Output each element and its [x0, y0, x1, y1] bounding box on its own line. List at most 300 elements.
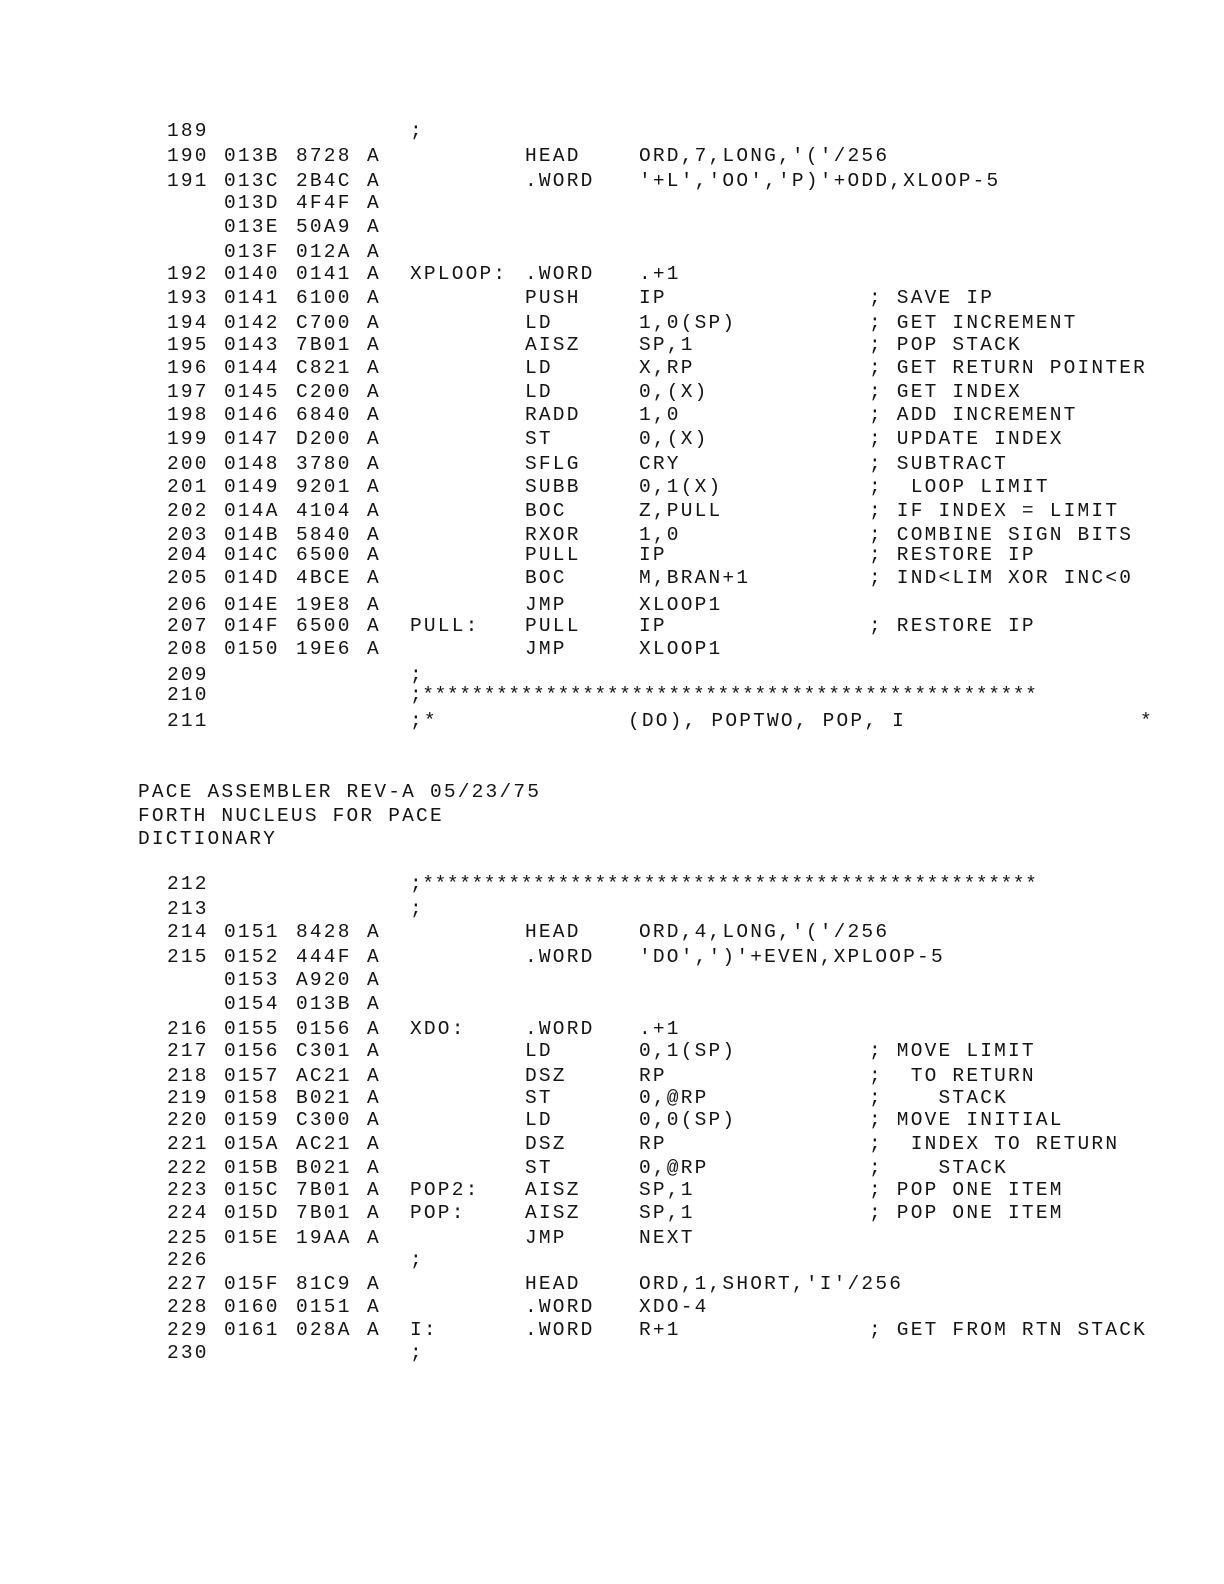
- line-number: 216: [167, 1018, 209, 1040]
- comment: ; POP ONE ITEM: [869, 1202, 1064, 1224]
- object-code: 9201: [296, 476, 352, 498]
- object-code: 81C9: [296, 1273, 352, 1295]
- listing-line: [0, 192, 1224, 214]
- relocation-flag: A: [367, 993, 381, 1015]
- address: 0147: [224, 428, 280, 450]
- address: 014F: [224, 615, 280, 637]
- relocation-flag: A: [367, 1273, 381, 1295]
- line-number: 196: [167, 357, 209, 379]
- operand: RP: [639, 1133, 667, 1155]
- opcode: .WORD: [525, 1319, 595, 1341]
- line-number: 229: [167, 1319, 209, 1341]
- relocation-flag: A: [367, 428, 381, 450]
- address: 0157: [224, 1065, 280, 1087]
- opcode: PULL: [525, 615, 581, 637]
- header-line-3: [0, 828, 1224, 850]
- opcode: JMP: [525, 594, 567, 616]
- object-code: 6500: [296, 615, 352, 637]
- label: I:: [410, 1319, 438, 1341]
- comment: ; GET FROM RTN STACK: [869, 1319, 1148, 1341]
- operand: 'DO',')'+EVEN,XPLOOP-5: [639, 946, 945, 968]
- address: 015F: [224, 1273, 280, 1295]
- address: 013F: [224, 241, 280, 263]
- address: 0145: [224, 381, 280, 403]
- address: 014A: [224, 500, 280, 522]
- listing-line: [0, 1157, 1224, 1179]
- opcode: ST: [525, 1087, 553, 1109]
- comment: ; INDEX TO RETURN: [869, 1133, 1120, 1155]
- comment: ; GET RETURN POINTER: [869, 357, 1148, 379]
- object-code: B021: [296, 1157, 352, 1179]
- line-number: 227: [167, 1273, 209, 1295]
- label: POP:: [410, 1202, 466, 1224]
- listing-line: [0, 898, 1224, 920]
- operand: 1,0(SP): [639, 312, 737, 334]
- comment: ; GET INCREMENT: [869, 312, 1078, 334]
- relocation-flag: A: [367, 1018, 381, 1040]
- operand: SP,1: [639, 1202, 695, 1224]
- line-number: 226: [167, 1249, 209, 1271]
- listing-line: [0, 312, 1224, 334]
- address: 015B: [224, 1157, 280, 1179]
- line-number: 215: [167, 946, 209, 968]
- address: 013C: [224, 170, 280, 192]
- star-divider: ;**************************************************: [410, 873, 1038, 895]
- listing-line: [0, 241, 1224, 263]
- object-code: A920: [296, 969, 352, 991]
- operand: IP: [639, 287, 667, 309]
- opcode: AISZ: [525, 1202, 581, 1224]
- relocation-flag: A: [367, 1157, 381, 1179]
- address: 0140: [224, 263, 280, 285]
- listing-line: [0, 120, 1224, 142]
- opcode: DSZ: [525, 1065, 567, 1087]
- operand: 0,(X): [639, 381, 709, 403]
- opcode: RXOR: [525, 524, 581, 546]
- label: XDO:: [410, 1018, 466, 1040]
- object-code: 0141: [296, 263, 352, 285]
- comment: ; UPDATE INDEX: [869, 428, 1064, 450]
- address: 014D: [224, 567, 280, 589]
- relocation-flag: A: [367, 969, 381, 991]
- operand: XDO-4: [639, 1296, 709, 1318]
- listing-line: [0, 594, 1224, 616]
- relocation-flag: A: [367, 1040, 381, 1062]
- comment: ; SUBTRACT: [869, 453, 1009, 475]
- comment: ; STACK: [869, 1157, 1009, 1179]
- line-number: 198: [167, 404, 209, 426]
- relocation-flag: A: [367, 145, 381, 167]
- object-code: 6840: [296, 404, 352, 426]
- object-code: 8428: [296, 921, 352, 943]
- line-number: 213: [167, 898, 209, 920]
- opcode: .WORD: [525, 170, 595, 192]
- program-title: FORTH NUCLEUS FOR PACE: [138, 805, 444, 827]
- opcode: HEAD: [525, 145, 581, 167]
- comment-start: ;*: [410, 710, 438, 732]
- line-number: 230: [167, 1342, 209, 1364]
- operand: IP: [639, 544, 667, 566]
- object-code: 444F: [296, 946, 352, 968]
- line-number: 201: [167, 476, 209, 498]
- relocation-flag: A: [367, 263, 381, 285]
- operand: ORD,4,LONG,'('/256: [639, 921, 890, 943]
- listing-line: [0, 357, 1224, 379]
- address: 013E: [224, 216, 280, 238]
- relocation-flag: A: [367, 1227, 381, 1249]
- listing-line: [0, 524, 1224, 546]
- line-number: 204: [167, 544, 209, 566]
- listing-line: [0, 145, 1224, 167]
- relocation-flag: A: [367, 946, 381, 968]
- line-number: 228: [167, 1296, 209, 1318]
- relocation-flag: A: [367, 1087, 381, 1109]
- opcode: .WORD: [525, 1018, 595, 1040]
- comment: ; IND<LIM XOR INC<0: [869, 567, 1134, 589]
- address: 013B: [224, 145, 280, 167]
- operand: ORD,1,SHORT,'I'/256: [639, 1273, 904, 1295]
- line-number: 203: [167, 524, 209, 546]
- operand: Z,PULL: [639, 500, 723, 522]
- header-line-2: [0, 805, 1224, 827]
- operand: '+L','OO','P)'+ODD,XLOOP-5: [639, 170, 1001, 192]
- object-code: AC21: [296, 1065, 352, 1087]
- address: 0159: [224, 1109, 280, 1131]
- relocation-flag: A: [367, 216, 381, 238]
- comment: ; POP ONE ITEM: [869, 1179, 1064, 1201]
- line-number: 189: [167, 120, 209, 142]
- listing-line: [0, 1202, 1224, 1224]
- object-code: C301: [296, 1040, 352, 1062]
- listing-line: [0, 1109, 1224, 1131]
- relocation-flag: A: [367, 404, 381, 426]
- address: 015A: [224, 1133, 280, 1155]
- star-divider-line: [0, 684, 1224, 706]
- comment: ; COMBINE SIGN BITS: [869, 524, 1134, 546]
- line-number: 190: [167, 145, 209, 167]
- comment-end: *: [1140, 710, 1154, 732]
- relocation-flag: A: [367, 1133, 381, 1155]
- listing-line: [0, 1342, 1224, 1364]
- operand: 1,0: [639, 404, 681, 426]
- listing-line: [0, 1227, 1224, 1249]
- operand: SP,1: [639, 334, 695, 356]
- object-code: 0156: [296, 1018, 352, 1040]
- object-code: B021: [296, 1087, 352, 1109]
- listing-line: [0, 1018, 1224, 1040]
- operand: R+1: [639, 1319, 681, 1341]
- listing-line: [0, 544, 1224, 566]
- relocation-flag: A: [367, 334, 381, 356]
- opcode: BOC: [525, 500, 567, 522]
- address: 0151: [224, 921, 280, 943]
- relocation-flag: A: [367, 500, 381, 522]
- label: ;: [410, 1249, 424, 1271]
- address: 0149: [224, 476, 280, 498]
- relocation-flag: A: [367, 1065, 381, 1087]
- object-code: C300: [296, 1109, 352, 1131]
- object-code: 4F4F: [296, 192, 352, 214]
- listing-line: [0, 1296, 1224, 1318]
- listing-line: [0, 921, 1224, 943]
- listing-line: [0, 404, 1224, 426]
- opcode: LD: [525, 1040, 553, 1062]
- opcode: .WORD: [525, 1296, 595, 1318]
- address: 0150: [224, 638, 280, 660]
- comment: ; MOVE INITIAL: [869, 1109, 1064, 1131]
- operand: X,RP: [639, 357, 695, 379]
- opcode: AISZ: [525, 1179, 581, 1201]
- opcode: DSZ: [525, 1133, 567, 1155]
- object-code: 19E6: [296, 638, 352, 660]
- line-number: 202: [167, 500, 209, 522]
- opcode: SUBB: [525, 476, 581, 498]
- opcode: LD: [525, 312, 553, 334]
- line-number: 191: [167, 170, 209, 192]
- address: 014B: [224, 524, 280, 546]
- section-name: DICTIONARY: [138, 828, 278, 850]
- relocation-flag: A: [367, 192, 381, 214]
- operand: CRY: [639, 453, 681, 475]
- address: 014C: [224, 544, 280, 566]
- line-number: 206: [167, 594, 209, 616]
- listing-line: [0, 1249, 1224, 1271]
- relocation-flag: A: [367, 287, 381, 309]
- line-number: 218: [167, 1065, 209, 1087]
- object-code: 7B01: [296, 1202, 352, 1224]
- line-number: 214: [167, 921, 209, 943]
- line-number: 205: [167, 567, 209, 589]
- comment: ; IF INDEX = LIMIT: [869, 500, 1120, 522]
- listing-line: [0, 287, 1224, 309]
- object-code: 5840: [296, 524, 352, 546]
- opcode: RADD: [525, 404, 581, 426]
- relocation-flag: A: [367, 615, 381, 637]
- listing-line: [0, 1273, 1224, 1295]
- listing-line: [0, 993, 1224, 1015]
- listing-line: [0, 1040, 1224, 1062]
- line-number: 220: [167, 1109, 209, 1131]
- listing-line: [0, 428, 1224, 450]
- line-number: 211: [167, 710, 209, 732]
- comment: ; POP STACK: [869, 334, 1022, 356]
- line-number: 199: [167, 428, 209, 450]
- address: 0153: [224, 969, 280, 991]
- object-code: 19AA: [296, 1227, 352, 1249]
- relocation-flag: A: [367, 357, 381, 379]
- relocation-flag: A: [367, 921, 381, 943]
- label: POP2:: [410, 1179, 480, 1201]
- relocation-flag: A: [367, 1319, 381, 1341]
- comment: ; ADD INCREMENT: [869, 404, 1078, 426]
- operand: .+1: [639, 263, 681, 285]
- object-code: C700: [296, 312, 352, 334]
- listing-line: [0, 216, 1224, 238]
- object-code: 7B01: [296, 1179, 352, 1201]
- address: 015E: [224, 1227, 280, 1249]
- line-number: 207: [167, 615, 209, 637]
- object-code: AC21: [296, 1133, 352, 1155]
- address: 0161: [224, 1319, 280, 1341]
- line-number: 200: [167, 453, 209, 475]
- listing-line: [0, 1179, 1224, 1201]
- opcode: JMP: [525, 638, 567, 660]
- relocation-flag: A: [367, 524, 381, 546]
- line-number: 219: [167, 1087, 209, 1109]
- relocation-flag: A: [367, 544, 381, 566]
- address: 015D: [224, 1202, 280, 1224]
- operand: XLOOP1: [639, 638, 723, 660]
- opcode: PUSH: [525, 287, 581, 309]
- line-number: 208: [167, 638, 209, 660]
- star-divider: ;**************************************************: [410, 684, 1038, 706]
- operand: M,BRAN+1: [639, 567, 751, 589]
- relocation-flag: A: [367, 594, 381, 616]
- line-number: 217: [167, 1040, 209, 1062]
- label: ;: [410, 664, 424, 686]
- object-code: 6500: [296, 544, 352, 566]
- object-code: 2B4C: [296, 170, 352, 192]
- section-title-line: [0, 710, 1224, 732]
- operand: SP,1: [639, 1179, 695, 1201]
- address: 0148: [224, 453, 280, 475]
- object-code: C821: [296, 357, 352, 379]
- star-divider-line: [0, 873, 1224, 895]
- line-number: 210: [167, 684, 209, 706]
- line-number: 225: [167, 1227, 209, 1249]
- label: ;: [410, 898, 424, 920]
- object-code: 50A9: [296, 216, 352, 238]
- object-code: 19E8: [296, 594, 352, 616]
- relocation-flag: A: [367, 241, 381, 263]
- relocation-flag: A: [367, 170, 381, 192]
- listing-line: [0, 263, 1224, 285]
- line-number: 193: [167, 287, 209, 309]
- object-code: 7B01: [296, 334, 352, 356]
- operand: XLOOP1: [639, 594, 723, 616]
- listing-line: [0, 1319, 1224, 1341]
- opcode: JMP: [525, 1227, 567, 1249]
- opcode: PULL: [525, 544, 581, 566]
- address: 0144: [224, 357, 280, 379]
- listing-line: [0, 567, 1224, 589]
- address: 0152: [224, 946, 280, 968]
- operand: 0,0(SP): [639, 1109, 737, 1131]
- line-number: 223: [167, 1179, 209, 1201]
- address: 014E: [224, 594, 280, 616]
- label: XPLOOP:: [410, 263, 508, 285]
- listing-line: [0, 638, 1224, 660]
- object-code: 8728: [296, 145, 352, 167]
- object-code: C200: [296, 381, 352, 403]
- address: 0160: [224, 1296, 280, 1318]
- relocation-flag: A: [367, 638, 381, 660]
- line-number: 212: [167, 873, 209, 895]
- line-number: 192: [167, 263, 209, 285]
- object-code: 013B: [296, 993, 352, 1015]
- relocation-flag: A: [367, 312, 381, 334]
- address: 0155: [224, 1018, 280, 1040]
- object-code: 4104: [296, 500, 352, 522]
- section-title: (DO), POPTWO, POP, I: [628, 710, 907, 732]
- operand: ORD,7,LONG,'('/256: [639, 145, 890, 167]
- listing-line: [0, 969, 1224, 991]
- line-number: 224: [167, 1202, 209, 1224]
- relocation-flag: A: [367, 1202, 381, 1224]
- listing-line: [0, 453, 1224, 475]
- listing-line: [0, 1065, 1224, 1087]
- label: PULL:: [410, 615, 480, 637]
- comment: ; STACK: [869, 1087, 1009, 1109]
- address: 0158: [224, 1087, 280, 1109]
- relocation-flag: A: [367, 453, 381, 475]
- opcode: AISZ: [525, 334, 581, 356]
- operand: 1,0: [639, 524, 681, 546]
- operand: RP: [639, 1065, 667, 1087]
- label: ;: [410, 1342, 424, 1364]
- opcode: BOC: [525, 567, 567, 589]
- object-code: 3780: [296, 453, 352, 475]
- relocation-flag: A: [367, 476, 381, 498]
- comment: ; LOOP LIMIT: [869, 476, 1050, 498]
- comment: ; MOVE LIMIT: [869, 1040, 1036, 1062]
- listing-line: [0, 1133, 1224, 1155]
- object-code: 012A: [296, 241, 352, 263]
- label: ;: [410, 120, 424, 142]
- operand: 0,1(X): [639, 476, 723, 498]
- opcode: .WORD: [525, 946, 595, 968]
- listing-line: [0, 381, 1224, 403]
- comment: ; GET INDEX: [869, 381, 1022, 403]
- opcode: LD: [525, 381, 553, 403]
- address: 0142: [224, 312, 280, 334]
- object-code: 6100: [296, 287, 352, 309]
- opcode: ST: [525, 428, 553, 450]
- relocation-flag: A: [367, 1109, 381, 1131]
- address: 015C: [224, 1179, 280, 1201]
- address: 013D: [224, 192, 280, 214]
- operand: NEXT: [639, 1227, 695, 1249]
- address: 0143: [224, 334, 280, 356]
- operand: IP: [639, 615, 667, 637]
- opcode: HEAD: [525, 921, 581, 943]
- header-line-1: [0, 781, 1224, 803]
- listing-line: [0, 170, 1224, 192]
- listing-line: [0, 946, 1224, 968]
- opcode: ST: [525, 1157, 553, 1179]
- address: 0156: [224, 1040, 280, 1062]
- object-code: 4BCE: [296, 567, 352, 589]
- listing-line: [0, 476, 1224, 498]
- operand: 0,(X): [639, 428, 709, 450]
- comment: ; SAVE IP: [869, 287, 995, 309]
- line-number: 209: [167, 664, 209, 686]
- opcode: LD: [525, 1109, 553, 1131]
- operand: 0,1(SP): [639, 1040, 737, 1062]
- object-code: 0151: [296, 1296, 352, 1318]
- line-number: 221: [167, 1133, 209, 1155]
- listing-line: [0, 334, 1224, 356]
- comment: ; RESTORE IP: [869, 544, 1036, 566]
- operand: .+1: [639, 1018, 681, 1040]
- operand: 0,@RP: [639, 1157, 709, 1179]
- object-code: 028A: [296, 1319, 352, 1341]
- opcode: .WORD: [525, 263, 595, 285]
- address: 0141: [224, 287, 280, 309]
- listing-line: [0, 615, 1224, 637]
- assembler-title: PACE ASSEMBLER REV-A 05/23/75: [138, 781, 542, 803]
- comment: ; RESTORE IP: [869, 615, 1036, 637]
